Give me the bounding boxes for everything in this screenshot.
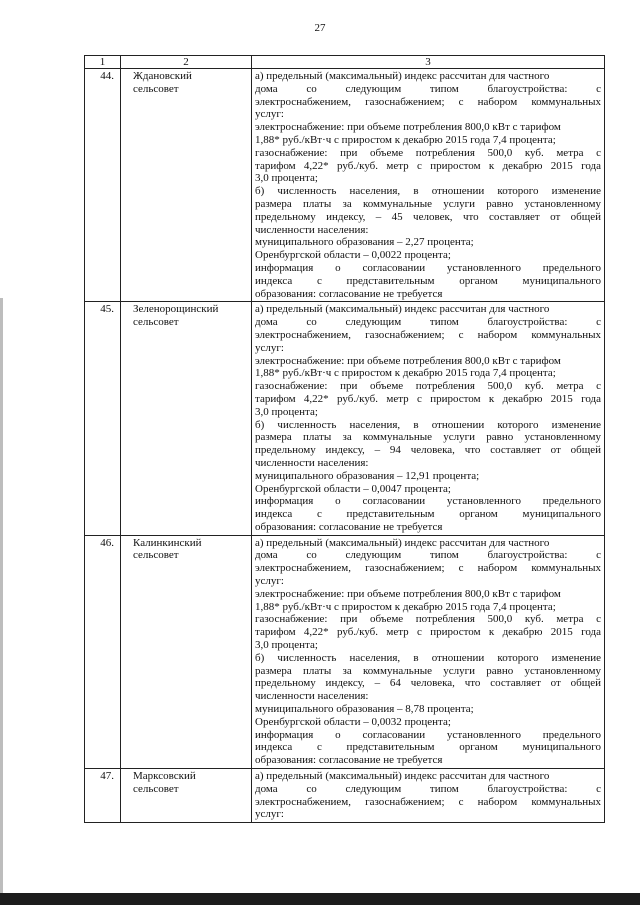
page-number: 27: [314, 22, 326, 34]
description-line: информация о согласовании установленного предельного: [255, 728, 601, 741]
description-line: численности населения:: [255, 690, 369, 703]
table-row: [85, 302, 605, 535]
description-line: а) предельный (максимальный) индекс рассчитан для частного: [255, 70, 550, 82]
description-line: размера платы за коммунальные услуги равно установленному: [255, 664, 601, 677]
description-line: 3,0 процента;: [255, 172, 318, 185]
description-line: Оренбургской области – 0,0032 процента;: [255, 715, 451, 728]
description-line: б) численность населения, в отношении которого изменение: [255, 418, 601, 431]
description-line: Оренбургской области – 0,0047 процента;: [255, 482, 451, 495]
municipality-name-line: сельсовет: [133, 82, 179, 95]
description-line: тарифом 4,22* руб./куб. метр с приростом к декабрю 2015 года: [255, 159, 601, 172]
table-row: [85, 769, 605, 823]
description-line: информация о согласовании установленного предельного: [255, 495, 601, 508]
description-line: б) численность населения, в отношении которого изменение: [255, 185, 601, 198]
description-line: размера платы за коммунальные услуги равно установленному: [255, 197, 601, 210]
table-row: [85, 535, 605, 768]
description-line: индекса с представительным органом муниципального: [255, 741, 601, 754]
description-line: муниципального образования – 12,91 процента;: [255, 469, 480, 482]
row-number: 44.: [85, 69, 121, 302]
description-line: а) предельный (максимальный) индекс рассчитан для частного: [255, 303, 550, 316]
description-line: услуг:: [255, 575, 284, 588]
description-line: численности населения:: [255, 456, 369, 469]
scan-edge-mark: [0, 298, 3, 898]
description-line: информация о согласовании установленного предельного: [255, 261, 601, 274]
scan-bottom-band: [0, 893, 640, 905]
municipality-name: [121, 535, 252, 768]
municipality-name-line: сельсовет: [133, 549, 179, 562]
description-line: электроснабжением, газоснабжением; с набором коммунальных: [255, 795, 601, 808]
description-line: образования: согласование не требуется: [255, 754, 443, 767]
index-description: [252, 69, 605, 302]
municipality-name-line: сельсовет: [133, 782, 179, 795]
header-col-3: 3: [252, 56, 605, 69]
description-line: дома со следующим типом благоустройства: с: [255, 549, 601, 562]
description-line: 3,0 процента;: [255, 405, 318, 418]
description-line: тарифом 4,22* руб./куб. метр с приростом к декабрю 2015 года: [255, 626, 601, 639]
index-description: [252, 302, 605, 535]
description-line: Оренбургской области – 0,0022 процента;: [255, 249, 451, 262]
description-line: образования: согласование не требуется: [255, 287, 443, 300]
table-row: [85, 69, 605, 302]
description-line: 3,0 процента;: [255, 639, 318, 652]
header-col-2: 2: [121, 56, 252, 69]
municipality-name: [121, 69, 252, 302]
index-description: [252, 769, 605, 823]
description-line: предельному индексу, – 94 человека, что составляет от общей: [255, 444, 601, 457]
description-line: электроснабжение: при объеме потребления 800,0 кВт с тарифом: [255, 587, 561, 600]
description-line: услуг:: [255, 341, 284, 354]
table-body: [85, 69, 605, 823]
description-line: 1,88* руб./кВт·ч с приростом к декабрю 2015 года 7,4 процента;: [255, 367, 556, 380]
description-line: газоснабжение: при объеме потребления 500,0 куб. метра с: [255, 146, 601, 159]
row-number: 45.: [85, 302, 121, 535]
description-line: электроснабжение: при объеме потребления 800,0 кВт с тарифом: [255, 354, 561, 367]
description-line: дома со следующим типом благоустройства: с: [255, 782, 601, 795]
description-line: а) предельный (максимальный) индекс рассчитан для частного: [255, 770, 550, 783]
municipality-name-line: Калинкинский: [133, 536, 202, 549]
document-table: [84, 55, 605, 823]
description-line: электроснабжение: при объеме потребления 800,0 кВт с тарифом: [255, 121, 561, 134]
description-line: индекса с представительным органом муниципального: [255, 508, 601, 521]
description-line: услуг:: [255, 108, 284, 121]
description-line: индекса с представительным органом муниципального: [255, 274, 601, 287]
description-line: а) предельный (максимальный) индекс рассчитан для частного: [255, 536, 550, 549]
description-line: муниципального образования – 8,78 процента;: [255, 703, 474, 716]
municipality-name-line: Ждановский: [133, 70, 192, 82]
description-line: численности населения:: [255, 223, 369, 236]
table-header-row: [85, 56, 605, 69]
description-line: дома со следующим типом благоустройства: с: [255, 82, 601, 95]
header-col-1: 1: [85, 56, 121, 69]
index-description: [252, 535, 605, 768]
description-line: тарифом 4,22* руб./куб. метр с приростом к декабрю 2015 года: [255, 392, 601, 405]
description-line: услуг:: [255, 808, 284, 821]
row-number: 46.: [85, 535, 121, 768]
description-line: б) численность населения, в отношении которого изменение: [255, 651, 601, 664]
description-line: электроснабжением, газоснабжением; с набором коммунальных: [255, 562, 601, 575]
municipality-name: [121, 769, 252, 823]
description-line: электроснабжением, газоснабжением; с набором коммунальных: [255, 95, 601, 108]
description-line: предельному индексу, – 45 человек, что составляет от общей: [255, 210, 601, 223]
description-line: 1,88* руб./кВт·ч с приростом к декабрю 2015 года 7,4 процента;: [255, 600, 556, 613]
municipality-name-line: Марксовский: [133, 770, 196, 783]
description-line: предельному индексу, – 64 человека, что составляет от общей: [255, 677, 601, 690]
description-line: электроснабжением, газоснабжением; с набором коммунальных: [255, 328, 601, 341]
description-line: дома со следующим типом благоустройства: с: [255, 316, 601, 329]
municipality-name: [121, 302, 252, 535]
description-line: размера платы за коммунальные услуги равно установленному: [255, 431, 601, 444]
municipality-name-line: сельсовет: [133, 316, 179, 329]
description-line: муниципального образования – 2,27 процента;: [255, 236, 474, 249]
description-line: 1,88* руб./кВт·ч с приростом к декабрю 2015 года 7,4 процента;: [255, 133, 556, 146]
description-line: газоснабжение: при объеме потребления 500,0 куб. метра с: [255, 380, 601, 393]
table-header: [85, 56, 605, 69]
municipality-name-line: Зеленорощинский: [133, 303, 219, 316]
row-number: 47.: [85, 769, 121, 823]
description-line: газоснабжение: при объеме потребления 500,0 куб. метра с: [255, 613, 601, 626]
description-line: образования: согласование не требуется: [255, 520, 443, 533]
